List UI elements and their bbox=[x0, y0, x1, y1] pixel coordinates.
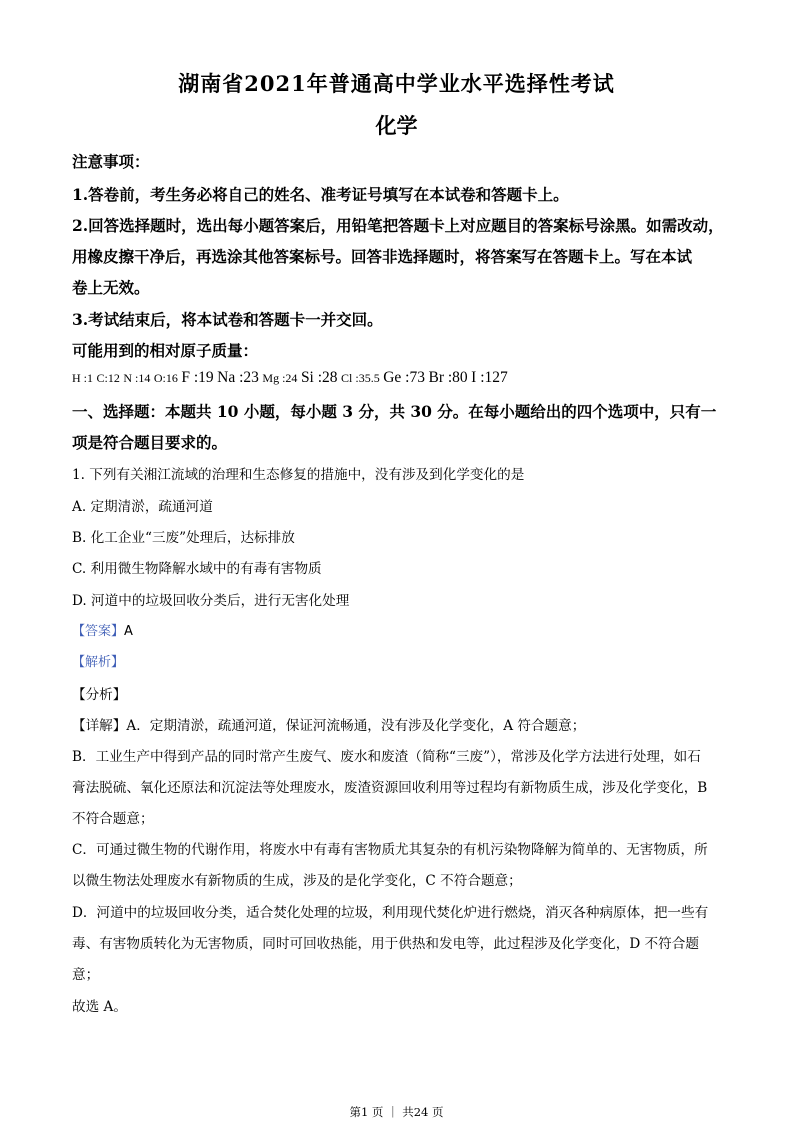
atomic-mass-item: Ge :73 bbox=[383, 369, 425, 386]
atomic-mass-heading: 可能用到的相对原子质量： bbox=[72, 341, 259, 360]
atomic-mass-item: Cl :35.5 bbox=[341, 371, 380, 385]
atomic-mass-item: N :14 bbox=[123, 371, 151, 385]
option-c: C. 利用微生物降解水域中的有毒有害物质 bbox=[72, 561, 322, 577]
atomic-mass-item: C:12 bbox=[96, 371, 120, 385]
notice-item-3: 3.考试结束后，将本试卷和答题卡一并交回。 bbox=[72, 310, 383, 329]
atomic-mass-item: Na :23 bbox=[217, 369, 259, 386]
fenxi-tag: 【分析】 bbox=[72, 687, 127, 703]
atomic-mass-item: I :127 bbox=[471, 369, 508, 386]
explanation-line: 【详解】A．定期清淤，疏通河道，保证河流畅通，没有涉及化学变化，A 符合题意； bbox=[72, 718, 586, 734]
atomic-mass-item: Mg :24 bbox=[262, 371, 298, 385]
explanation-line: 膏法脱硫、氧化还原法和沉淀法等处理废水，废渣资源回收利用等过程均有新物质生成，涉及化学变化，B bbox=[72, 780, 708, 796]
explanation-line: C．可通过微生物的代谢作用，将废水中有毒有害物质尤其复杂的有机污染物降解为简单的、无害物质，所 bbox=[72, 842, 708, 858]
answer-value: A bbox=[124, 624, 133, 639]
atomic-mass-list bbox=[72, 369, 722, 387]
section-heading-line-1: 一、选择题：本题共 10 小题，每小题 3 分，共 30 分。在每小题给出的四个选项中，只有一 bbox=[72, 402, 717, 421]
answer-line bbox=[72, 620, 722, 639]
answer-tag: 【答案】 bbox=[72, 624, 125, 639]
analysis-tag: 【解析】 bbox=[72, 655, 125, 670]
explanation-line: 意； bbox=[72, 967, 100, 983]
explanation-line: 故选 A。 bbox=[72, 999, 127, 1015]
subject-title: 化学 bbox=[375, 113, 418, 138]
atomic-mass-item: Br :80 bbox=[428, 369, 468, 386]
notice-item-2-line-3: 卷上无效。 bbox=[72, 278, 150, 297]
explanation-line: 不符合题意； bbox=[72, 811, 154, 827]
atomic-mass-item: H :1 bbox=[72, 371, 93, 385]
notice-item-1: 1.答卷前，考生务必将自己的姓名、准考证号填写在本试卷和答题卡上。 bbox=[72, 185, 569, 204]
option-a: A. 定期清淤，疏通河道 bbox=[72, 499, 213, 515]
page-footer: 第1 页 ｜ 共24 页 bbox=[349, 1105, 444, 1119]
section-heading-line-2: 项是符合题目要求的。 bbox=[72, 433, 228, 452]
explanation-line: B．工业生产中得到产品的同时常产生废气、废水和废渣（简称“三废”），常涉及化学方法进行处理，如石 bbox=[72, 749, 701, 765]
explanation-line: D．河道中的垃圾回收分类，适合焚化处理的垃圾，利用现代焚化炉进行燃烧，消灭各种病原体，把一些有 bbox=[72, 905, 709, 921]
atomic-mass-item: Si :28 bbox=[300, 369, 338, 386]
option-b: B. 化工企业“三废”处理后，达标排放 bbox=[72, 530, 295, 546]
explanation-line: 以微生物法处理废水有新物质的生成，涉及的是化学变化，C 不符合题意； bbox=[72, 873, 522, 889]
explanation-line: 毒、有害物质转化为无害物质，同时可回收热能，用于供热和发电等，此过程涉及化学变化，D 不符合题 bbox=[72, 936, 699, 952]
exam-title: 湖南省2021年普通高中学业水平选择性考试 bbox=[178, 71, 615, 96]
notice-item-2-line-1: 2.回答选择题时，选出每小题答案后，用铅笔把答题卡上对应题目的答案标号涂黑。如需改动， bbox=[72, 216, 724, 235]
notice-heading: 注意事项： bbox=[72, 152, 150, 171]
option-d: D. 河道中的垃圾回收分类后，进行无害化处理 bbox=[72, 593, 350, 609]
atomic-mass-item: O:16 bbox=[153, 371, 178, 385]
atomic-mass-item: F :19 bbox=[181, 369, 214, 386]
question-stem: 1. 下列有关湘江流域的治理和生态修复的措施中，没有涉及到化学变化的是 bbox=[72, 467, 525, 483]
notice-item-2-line-2: 用橡皮擦干净后，再选涂其他答案标号。回答非选择题时，将答案写在答题卡上。写在本试 bbox=[72, 247, 693, 266]
